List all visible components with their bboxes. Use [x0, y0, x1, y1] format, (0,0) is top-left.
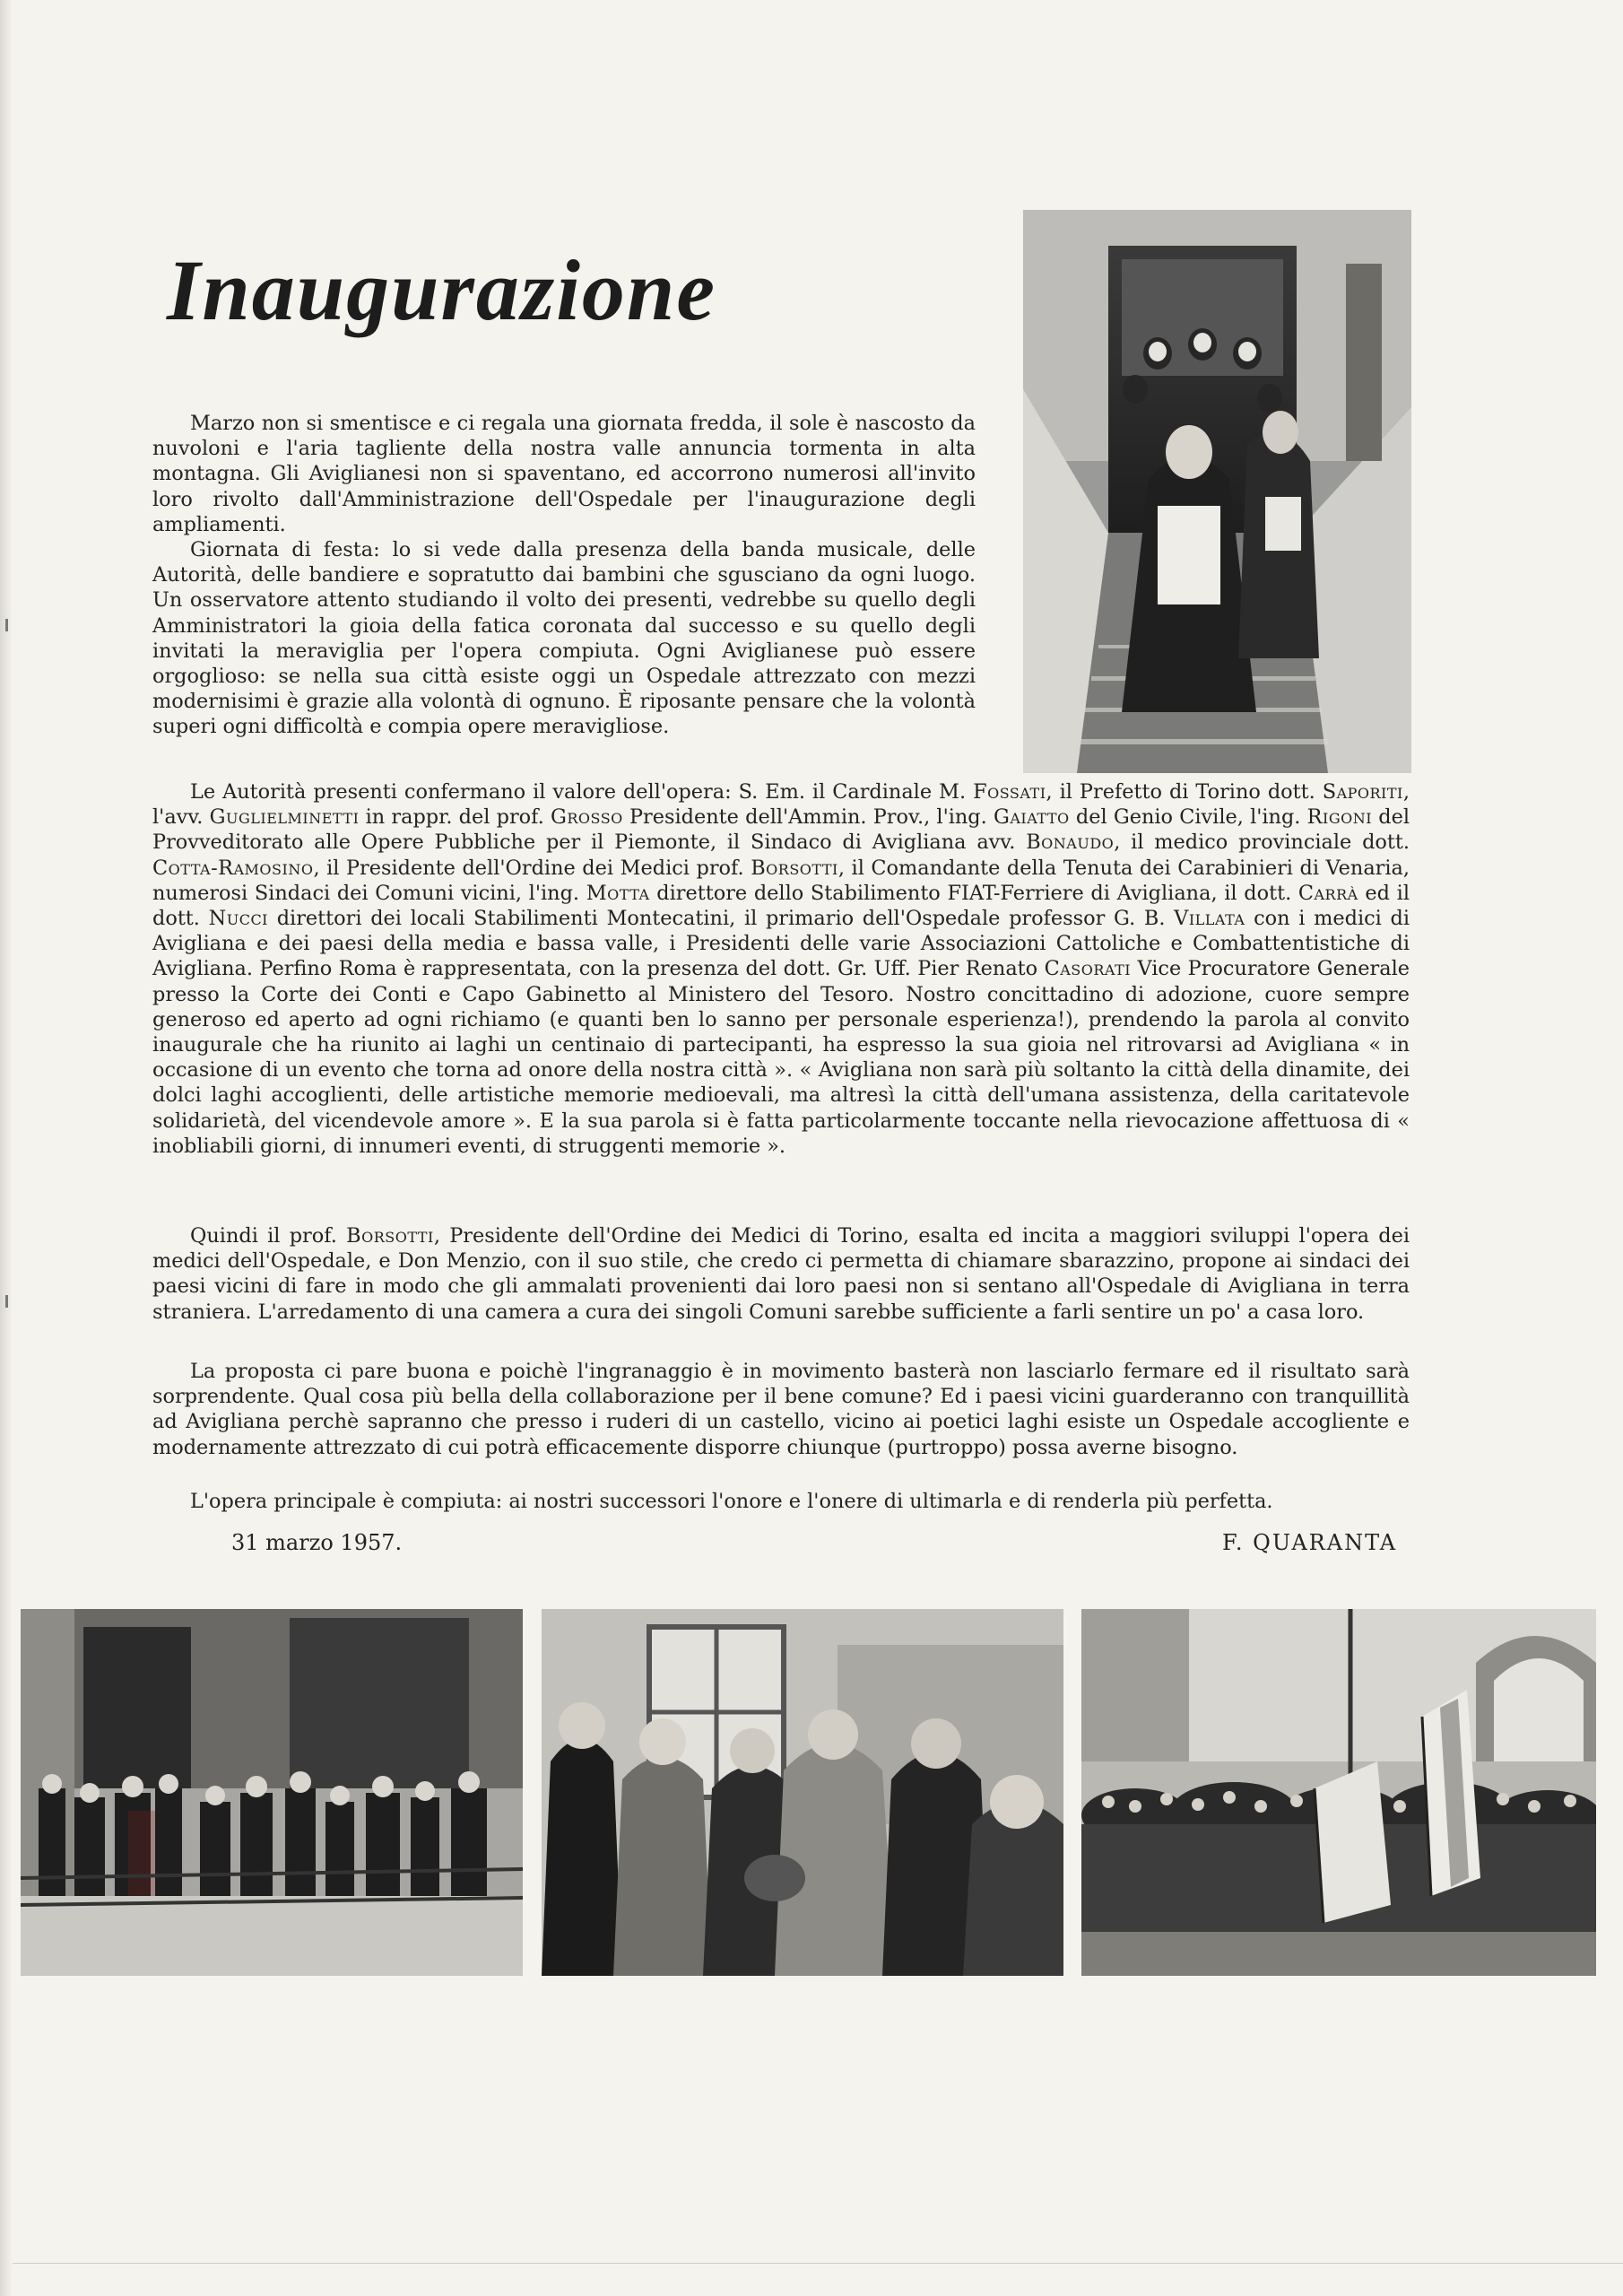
page-binding-edge [0, 0, 13, 2296]
page-edge-mark [5, 1295, 8, 1308]
intro-paragraph: Marzo non si smentisce e ci regala una giornata fredda, il sole è nascosto da nuvoloni e l'aria tagliente della nostra valle annuncia tormenta in alta montagna. Gli Aviglianesi non si spaventano, ed accorrono numerosi all'invito loro rivolto dall'Amministrazione dell'Ospedale per l'inaugurazione degli ampliamenti. [152, 412, 976, 536]
closing-block [152, 1489, 1410, 1514]
article-title: Inaugurazione [167, 242, 716, 339]
page-bottom-rule [13, 2263, 1623, 2264]
officials-group-photo [542, 1609, 1063, 1976]
article-author: F. QUARANTA [1222, 1530, 1398, 1555]
page-edge-mark [5, 619, 8, 631]
borsotti-block [152, 1223, 1410, 1325]
authorities-block [152, 779, 1410, 1159]
article-date: 31 marzo 1957. [231, 1530, 403, 1555]
proposal-block [152, 1359, 1410, 1460]
crowd-with-flags-photo [1081, 1609, 1596, 1976]
intro-column [152, 411, 976, 740]
borsotti-paragraph: Quindi il prof. Borsotti, Presidente dell'Ordine dei Medici di Torino, esalta ed incita a maggiori sviluppi l'opera dei medici dell'Ospedale, e Don Menzio, con il suo stile, che credo ci permetta di chiamare sbarazzino, propone ai sindaci dei paesi vicini di fare in modo che gli ammalati provenienti dai loro paesi non si sentano all'Ospedale di Avigliana in terra straniera. L'arredamento di una camera a cura dei singoli Comuni sarebbe sufficiente a farli sentire un po' a casa loro. [152, 1224, 1410, 1324]
festival-paragraph: Giornata di festa: lo si vede dalla presenza della banda musicale, delle Autorità, delle bandiere e sopratutto dai bambini che sgusciano da ogni luogo. Un osservatore attento studiando il volto dei presenti, vedrebbe su quello degli Amministratori la gioia della fatica coronata dal successo e su quello degli invitati la meraviglia per l'opera compiuta. Ogni Aviglianese può essere orgoglioso: se nella sua città esiste oggi un Ospedale attrezzato con mezzi modernisimi è grazie alla volontà di ognuno. È riposante pensare che la volontà superi ogni difficoltà e compia opere meravigliose. [152, 538, 976, 739]
closing-paragraph: L'opera principale è compiuta: ai nostri successori l'onore e l'onere di ultimarla e di renderla più perfetta. [190, 1490, 1273, 1513]
authorities-paragraph: Le Autorità presenti confermano il valore dell'opera: S. Em. il Cardinale M. Fossati, il Prefetto di Torino dott. Saporiti, l'avv. Guglielminetti in rappr. del prof. Grosso Presidente dell'Ammin. Prov., l'ing. Gaiatto del Genio Civile, l'ing. Rigoni del Provveditorato alle Opere Pubbliche per il Piemonte, il Sindaco di Avigliana avv. Bonaudo, il medico provinciale dott. Cotta-Ramosino, il Presidente dell'Ordine dei Medici prof. Borsotti, il Comandante della Tenuta dei Carabinieri di Venaria, numerosi Sindaci dei Comuni vicini, l'ing. Motta direttore dello Stabilimento FIAT-Ferriere di Avigliana, il dott. Carrà ed il dott. Nucci direttori dei locali Stabilimenti Montecatini, il primario dell'Ospedale professor G. B. Villata con i medici di Avigliana e dei paesi della media e bassa valle, i Presidenti delle varie Associazioni Cattoliche e Combattentistiche di Avigliana. Perfino Roma è rappresentata, con la presenza del dott. Gr. Uff. Pier Renato Casorati Vice Procuratore Generale presso la Corte dei Conti e Capo Gabinetto al Ministero del Tesoro. Nostro concittadino di adozione, cuore sempre generoso ed aperto ad ogni richiamo (e quanti ben lo sanno per personale esperienza!), prendendo la parola al convito inaugurale che ha riunito ai laghi un centinaio di partecipanti, ha espresso la sua gioia nel ritrovarsi ad Avigliana « in occasione di un evento che torna ad onore della nostra città ». « Avigliana non sarà più soltanto la città della dinamite, dei dolci laghi accoglienti, delle artistiche memorie medioevali, ma altresì la città dell'umana assistenza, della caritatevole solidarietà, del vicendevole amore ». E la sua parola si è fatta particolarmente toccante nella rievocazione affettuosa di « inobliabili giorni, di innumeri eventi, di struggenti memorie ». [152, 780, 1410, 1158]
proposal-paragraph: La proposta ci pare buona e poichè l'ingranaggio è in movimento basterà non lasciarlo fermare ed il risultato sarà sorprendente. Qual cosa più bella della collaborazione per il bene comune? Ed i paesi vicini guarderanno con tranquillità ad Avigliana perchè sapranno che presso i ruderi di un castello, vicino ai poetici laghi esiste un Ospedale accogliente e modernamente attrezzato di cui potrà efficacemente disporre chiunque (purtroppo) possa averne bisogno. [152, 1360, 1410, 1459]
staircase-procession-photo [1023, 210, 1411, 773]
ceremony-speech-photo [21, 1609, 523, 1976]
